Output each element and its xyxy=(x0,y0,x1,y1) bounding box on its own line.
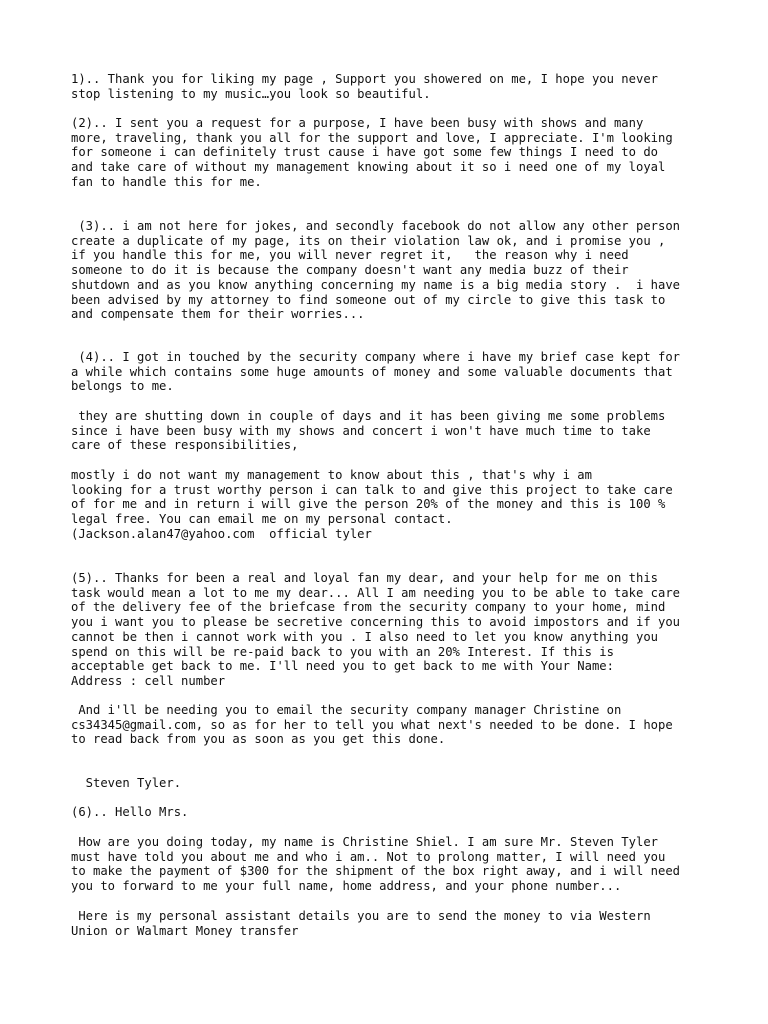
paragraph-9: (6).. Hello Mrs. xyxy=(71,805,189,819)
paragraph-3: (3).. i am not here for jokes, and secondly facebook do not allow any other person create a duplicate of my page, its on their violation law ok, and i promise you , if you handle this for me, you will never regret it, the reason why i need someone to do it is because the company doesn't want any media buzz of their shutdown and as you know anything concerning my name is a big media story . i have been advised by my attorney to find someone out of my circle to give this task to and compensate them for their worries... xyxy=(71,219,681,322)
paragraph-6: mostly i do not want my management to know about this , that's why i am looking for a trust worthy person i can talk to and give this project to take care of for me and in return i will give the person 20% of the money and this is 100 % legal free. You can email me on my personal contact. (Jackson.alan47@yahoo.com official tyler xyxy=(71,468,673,541)
signature-line: Steven Tyler. xyxy=(71,776,182,790)
paragraph-5: they are shutting down in couple of days and it has been giving me some problems since i have been busy with my shows and concert i won't have much time to take care of these responsibilities, xyxy=(71,409,666,453)
paragraph-10: How are you doing today, my name is Christine Shiel. I am sure Mr. Steven Tyler must have told you about me and who i am.. Not to prolong matter, I will need you to make the payment of $300 for the shipment of the box right away, and i will need you to forward to me your full name, home address, and your phone number... xyxy=(71,835,681,894)
paragraph-8: And i'll be needing you to email the security company manager Christine on cs34345@gmail.com, so as for her to tell you what next's needed to be done. I hope to read back from you as soon as you get this done. xyxy=(71,703,673,747)
paragraph-4: (4).. I got in touched by the security company where i have my brief case kept for a while which contains some huge amounts of money and some valuable documents that belongs to me. xyxy=(71,350,681,394)
paragraph-1: 1).. Thank you for liking my page , Support you showered on me, I hope you never stop listening to my music…you look so beautiful. xyxy=(71,72,658,101)
paragraph-7: (5).. Thanks for been a real and loyal fan my dear, and your help for me on this task would mean a lot to me my dear... All I am needing you to be able to take care of the delivery fee of the briefcase from the security company to your home, mind you i want you to please be secretive concerning this to avoid impostors and if you cannot be then i cannot work with you . I also need to let you know anything you spend on this will be re-paid back to you with an 20% Interest. If this is acceptable get back to me. I'll need you to get back to me with Your Name: Address : cell number xyxy=(71,571,681,688)
paragraph-11: Here is my personal assistant details you are to send the money to via Western Union or Walmart Money transfer xyxy=(71,909,651,938)
paragraph-2: (2).. I sent you a request for a purpose, I have been busy with shows and many more, traveling, thank you all for the support and love, I appreciate. I'm looking for someone i can definitely trust cause i have got some few things I need to do and take care of without my management knowing about it so i need one of my loyal fan to handle this for me. xyxy=(71,116,673,189)
